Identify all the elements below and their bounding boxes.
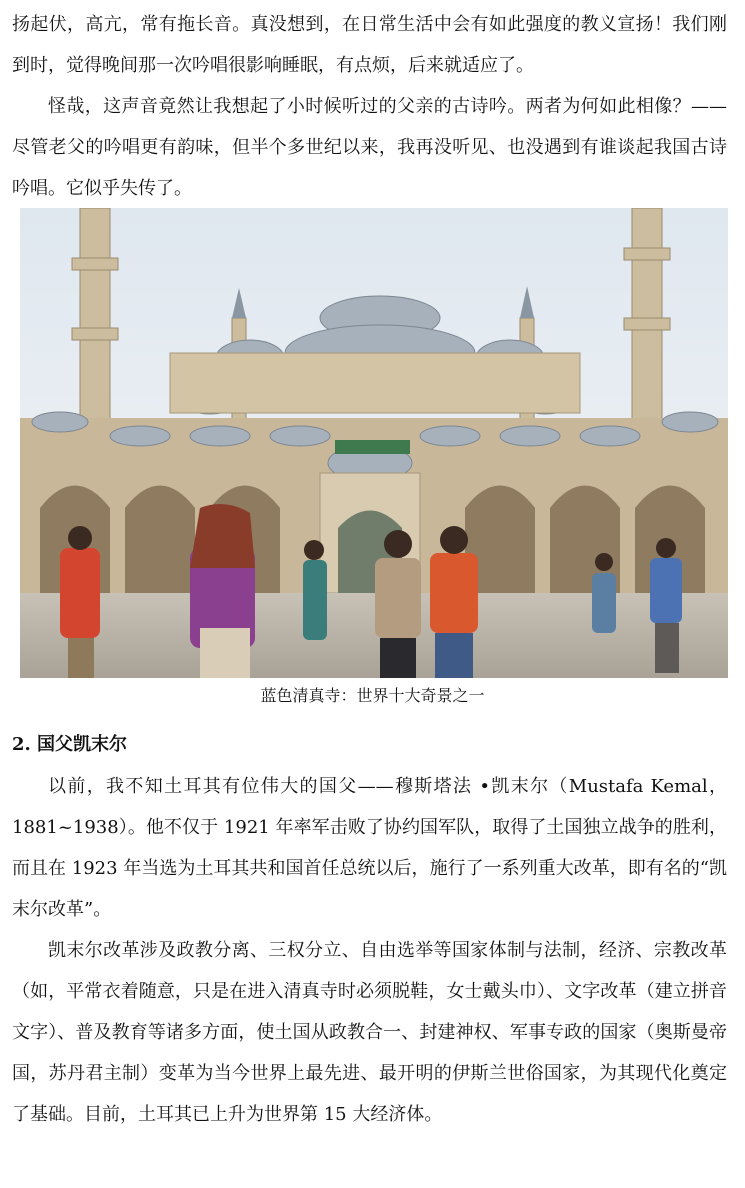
paragraph-2: 怪哉，这声音竟然让我想起了小时候听过的父亲的古诗吟。两者为何如此相像？——尽管老父的吟唱更有韵味，但半个多世纪以来，我再没听见、也没遇到有谁谈起我国古诗吟唱。它似乎失传了。 [12, 96, 727, 199]
mosque-courtyard-photo [20, 208, 728, 678]
paragraph-3: 以前，我不知土耳其有位伟大的国父——穆斯塔法 •凯末尔（Mustafa Kemal，1881~1938）。他不仅于 1921 年率军击败了协约国军队，取得了土国独立战争的胜利，而且在 1923 年当选为土耳其共和国首任总统以后，施行了一系列重大改革，即有名的“凯末尔改革”。 [12, 776, 727, 920]
section-heading: 2. 国父凯末尔 [12, 734, 128, 755]
photo-caption: 蓝色清真寺：世界十大奇景之一 [260, 686, 485, 705]
paragraph-4: 凯末尔改革涉及政教分离、三权分立、自由选举等国家体制与法制，经济、宗教改革（如，平常衣着随意，只是在进入清真寺时必须脱鞋，女士戴头巾）、文字改革（建立拼音文字）、普及教育等诸多方面，使土国从政教合一、封建神权、军事专政的国家（奥斯曼帝国，苏丹君主制）变革为当今世界上最先进、最开明的伊斯兰世俗国家，为其现代化奠定了基础。目前，土耳其已上升为世界第 15 大经济体。 [12, 940, 727, 1125]
paragraph-1: 扬起伏，高亢，常有拖长音。真没想到，在日常生活中会有如此强度的教义宣扬！我们刚到时，觉得晚间那一次吟唱很影响睡眠，有点烦，后来就适应了。 [12, 14, 727, 76]
